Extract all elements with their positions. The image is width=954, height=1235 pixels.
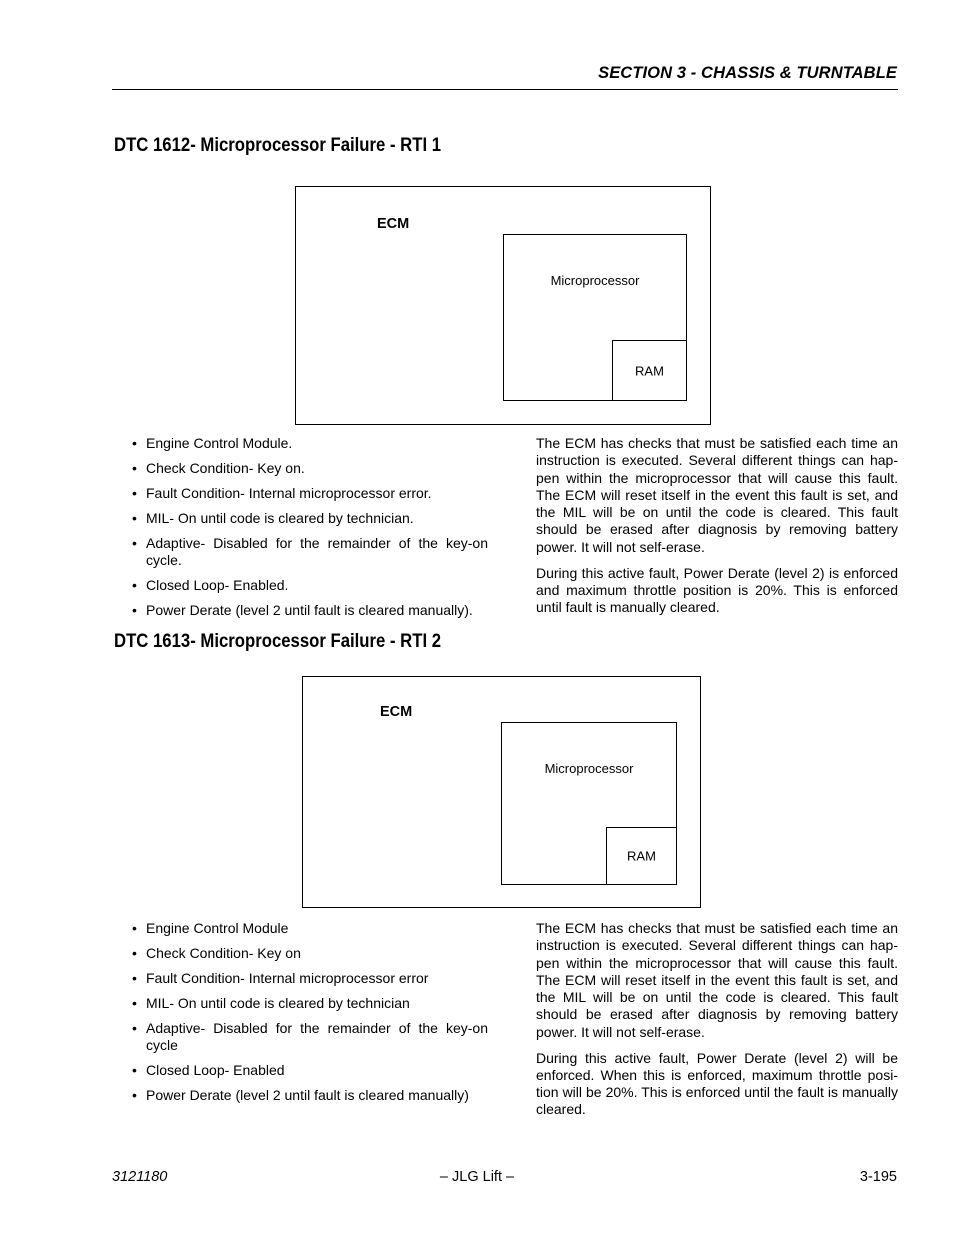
list-item: • Check Condition- Key on. <box>132 460 488 478</box>
header-rule <box>112 89 898 90</box>
paragraph: During this active fault, Power Derate (level 2) is enforced and maximum throttle position is 20%. This is enforced until fault is manually cleared. <box>536 564 898 616</box>
microprocessor-label: Microprocessor <box>550 273 640 288</box>
list-item: • Fault Condition- Internal microprocessor error. <box>132 485 488 503</box>
list-item: • Power Derate (level 2 until fault is cleared manually) <box>132 1087 488 1105</box>
footer-doc-number: 3121180 <box>112 1169 168 1185</box>
list-item: • Closed Loop- Enabled <box>132 1062 488 1080</box>
list-item: • Power Derate (level 2 until fault is cleared manually). <box>132 602 488 620</box>
footer-page-number: 3-195 <box>859 1169 897 1185</box>
list-item: • Check Condition- Key on <box>132 945 488 963</box>
paragraph: The ECM has checks that must be satisfied each time an instruction is executed. Several different things can hap-pen within the microprocessor that will cause this fault. The ECM will reset itself in the event this fault is set, and the MIL will be on until the code is cleared. This fault should be erased after diagnosis by removing battery power. It will not self-erase. <box>536 435 898 555</box>
list-item: • MIL- On until code is cleared by technician <box>132 995 488 1013</box>
ram-label: RAM <box>627 848 656 864</box>
ram-box <box>606 827 677 885</box>
dtc-1612-ecm-diagram <box>295 186 711 425</box>
paragraph: The ECM has checks that must be satisfied each time an instruction is executed. Several different things can hap-pen within the microprocessor that will cause this fault. The ECM will reset itself in the event this fault is set, and the MIL will be on until the code is cleared. This fault should be erased after diagnosis by removing battery power. It will not self-erase. <box>536 920 898 1040</box>
dtc-1613-heading: DTC 1613- Microprocessor Failure - RTI 2 <box>114 631 442 652</box>
list-item: • Closed Loop- Enabled. <box>132 577 488 595</box>
dtc-1613-description <box>536 920 898 1127</box>
section-header: SECTION 3 - CHASSIS & TURNTABLE <box>598 64 897 82</box>
microprocessor-box <box>501 722 677 885</box>
list-item: • Engine Control Module <box>132 920 488 938</box>
list-item: • Adaptive- Disabled for the remainder of the key-on cycle. <box>132 535 488 570</box>
ecm-label: ECM <box>377 216 410 232</box>
ram-box <box>612 340 687 401</box>
list-item: • Engine Control Module. <box>132 435 488 453</box>
microprocessor-box <box>503 234 687 401</box>
dtc-1613-ecm-diagram <box>302 676 701 908</box>
list-item: • MIL- On until code is cleared by technician. <box>132 510 488 528</box>
dtc-1613-bullet-list <box>132 920 488 1112</box>
microprocessor-label: Microprocessor <box>544 761 634 776</box>
footer-brand: – JLG Lift – <box>439 1169 515 1185</box>
paragraph: During this active fault, Power Derate (level 2) will be enforced. When this is enforced, maximum throttle posi-tion will be 20%. This is enforced until the fault is manually cleared. <box>536 1049 898 1118</box>
ram-label: RAM <box>635 363 664 378</box>
dtc-1612-bullet-list <box>132 435 488 627</box>
list-item: • Fault Condition- Internal microprocessor error <box>132 970 488 988</box>
dtc-1612-heading: DTC 1612- Microprocessor Failure - RTI 1 <box>114 135 442 156</box>
dtc-1612-description <box>536 435 898 625</box>
ecm-label: ECM <box>380 704 413 720</box>
list-item: • Adaptive- Disabled for the remainder of the key-on cycle <box>132 1020 488 1055</box>
